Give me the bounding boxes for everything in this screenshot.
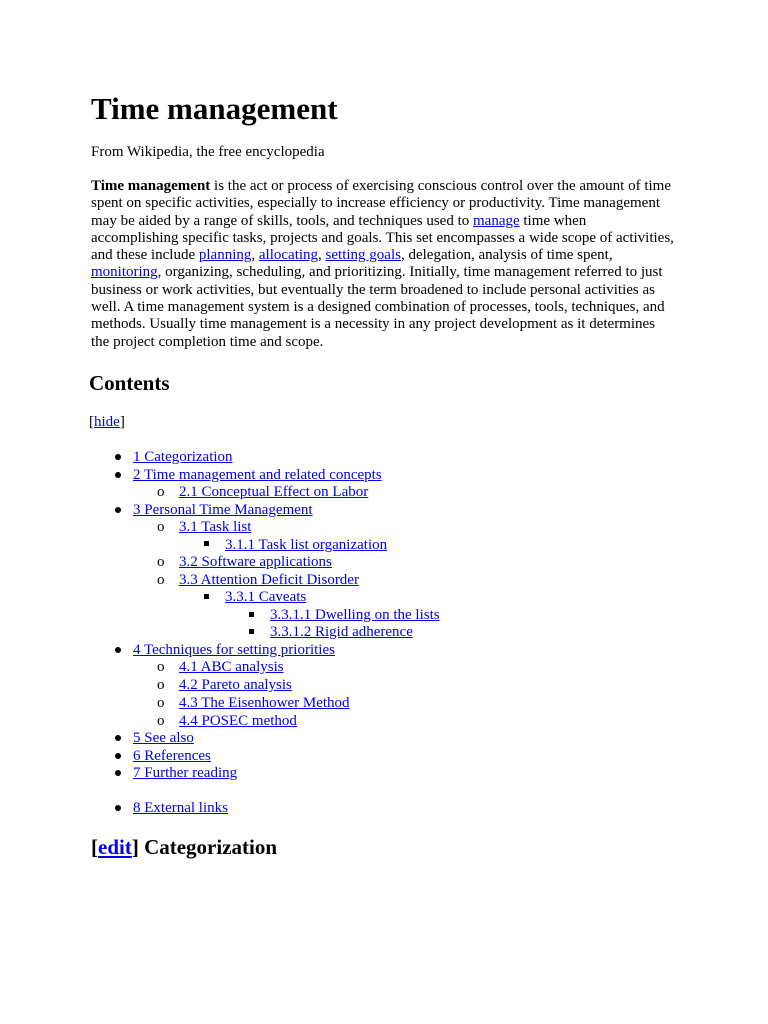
toc-link-pareto-analysis[interactable]: 4.2 Pareto analysis [179,677,292,693]
intro-text: is the act or process of exercising conscious control over the amount of time [210,178,671,194]
square-marker [249,629,254,634]
link-planning[interactable]: planning [198,247,252,264]
circle-marker: o [157,484,165,500]
intro-text: time when [519,212,587,229]
hide-link[interactable]: hide [94,414,120,430]
intro-text: business or work activities, but eventually the term broadened to include personal activities as [91,281,656,298]
circle-marker: o [157,713,165,729]
intro-lead-bold: Time management [91,178,211,194]
intro-paragraph [91,178,691,351]
circle-marker: o [157,572,165,588]
circle-marker: o [157,677,165,693]
intro-text: methods. Usually time management is a necessity in any project development as it determines [91,316,656,333]
bullet-marker [115,454,121,460]
toc-link-techniques-priorities[interactable]: 4 Techniques for setting priorities [133,642,335,658]
circle-marker: o [157,659,165,675]
contents-heading: Contents [89,371,170,395]
bullet-marker [115,647,121,653]
toc-link-dwelling-on-lists[interactable]: 3.3.1.1 Dwelling on the lists [270,607,440,623]
toc-link-abc-analysis[interactable]: 4.1 ABC analysis [179,659,284,675]
link-allocating[interactable]: allocating [258,247,319,264]
toc-link-eisenhower-method[interactable]: 4.3 The Eisenhower Method [179,695,350,711]
circle-marker: o [157,554,165,570]
toc-link-attention-deficit[interactable]: 3.3 Attention Deficit Disorder [179,572,359,588]
toc-link-time-management-concepts[interactable]: 2 Time management and related concepts [133,467,382,483]
intro-text: may be aided by a range of skills, tools, and techniques used to [91,212,473,229]
toc-link-external-links[interactable]: 8 External links [133,800,228,816]
bullet-marker [115,735,121,741]
toc-link-caveats[interactable]: 3.3.1 Caveats [225,589,307,605]
toc-link-categorization[interactable]: 1 Categorization [133,449,233,465]
circle-marker: o [157,695,165,711]
bullet-marker [115,507,121,513]
bracket-close: ] [131,835,139,859]
toc-link-task-list-organization[interactable]: 3.1.1 Task list organization [225,537,388,553]
intro-text: and these include [91,247,199,264]
section-title: Categorization [138,835,278,859]
bullet-marker [115,753,121,759]
bullet-marker [115,805,121,811]
intro-text: , [251,247,259,264]
link-monitoring[interactable]: monitoring [91,264,158,281]
intro-text: , [318,247,326,264]
toc-hide-toggle [89,413,125,431]
intro-text: the project completion time and scope. [91,333,324,350]
toc-link-personal-time-management[interactable]: 3 Personal Time Management [133,502,313,518]
toc-link-posec-method[interactable]: 4.4 POSEC method [179,713,297,729]
square-marker [204,541,209,546]
bullet-marker [115,472,121,478]
intro-text: well. A time management system is a designed combination of processes, tools, techniques, and [91,299,665,316]
square-marker [204,594,209,599]
bullet-marker [115,770,121,776]
bracket-open: [ [89,414,94,430]
page-title: Time management [91,91,338,126]
intro-text: , organizing, scheduling, and prioritizing. Initially, time management referred to just [157,264,663,281]
page-subtitle: From Wikipedia, the free encyclopedia [91,144,325,160]
toc-link-see-also[interactable]: 5 See also [133,730,194,746]
toc-link-task-list[interactable]: 3.1 Task list [179,519,252,535]
bracket-close: ] [119,414,125,430]
toc-link-conceptual-effect[interactable]: 2.1 Conceptual Effect on Labor [179,484,369,500]
intro-text: , delegation, analysis of time spent, [400,247,613,264]
link-manage[interactable]: manage [473,212,520,229]
toc-link-further-reading[interactable]: 7 Further reading [133,765,238,781]
section-heading-categorization [91,834,277,860]
circle-marker: o [157,519,165,535]
toc-link-references[interactable]: 6 References [133,748,211,764]
edit-link[interactable]: edit [98,835,132,859]
toc-link-rigid-adherence[interactable]: 3.3.1.2 Rigid adherence [270,624,413,640]
intro-text: spent on specific activities, especially to increase efficiency or productivity. Time management [91,195,660,212]
square-marker [249,612,254,617]
link-setting-goals[interactable]: setting goals [325,247,401,264]
bracket-open: [ [91,835,98,859]
intro-text: accomplishing specific tasks, projects and goals. This set encompasses a wide scope of activities, [91,229,674,246]
toc-link-software-applications[interactable]: 3.2 Software applications [179,554,332,570]
